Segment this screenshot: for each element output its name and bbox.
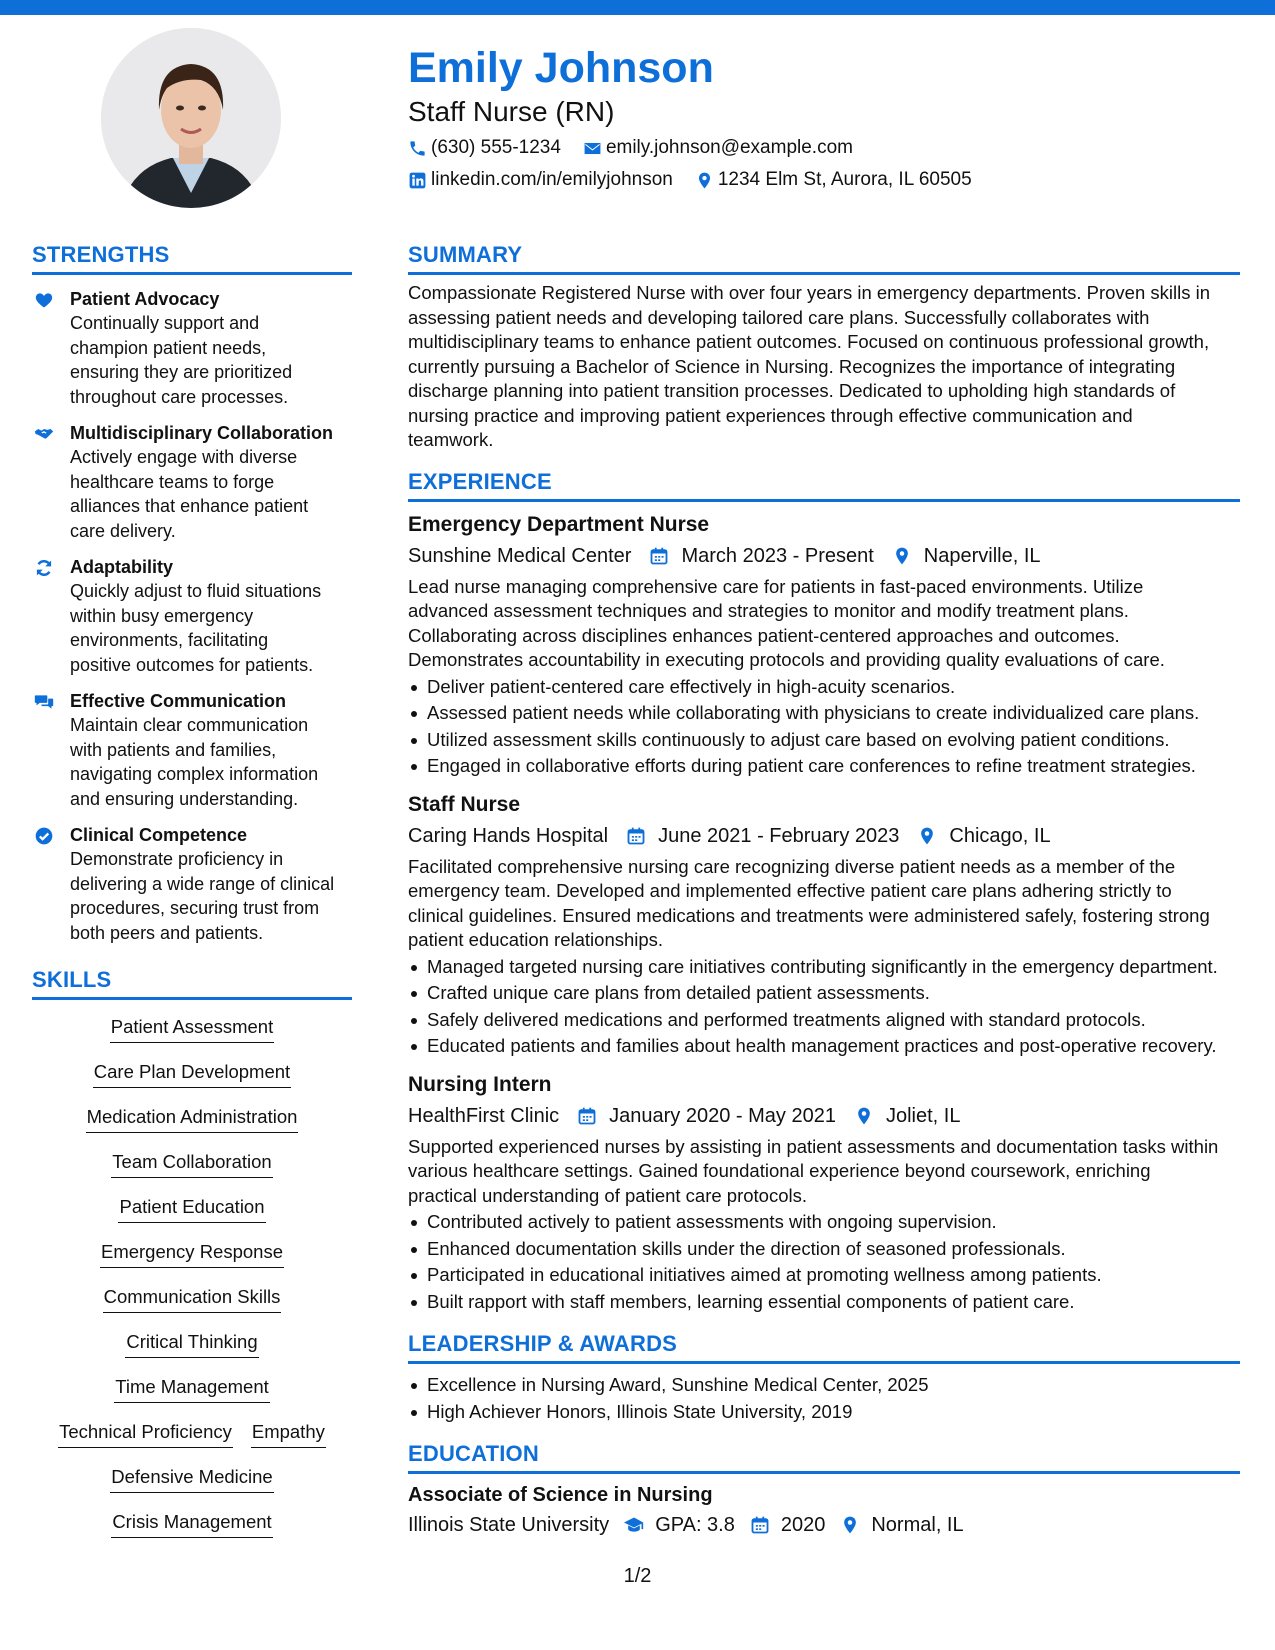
profile-photo [101, 28, 281, 208]
skills-list [32, 1014, 352, 1554]
list-item: Enhanced documentation skills under the direction of seasoned professionals. [408, 1236, 1240, 1263]
heart-icon [34, 290, 54, 310]
job-description: Facilitated comprehensive nursing care recognizing diverse patient needs as a member of the emergency team. Developed and implemented effective patient care plans adhering strictly to clinical guidelines. Ensured medications and treatments were administered safely, fostering strong patient education relationships. [408, 855, 1210, 950]
list-item: Built rapport with staff members, learning essential components of patient care. [408, 1289, 1240, 1316]
list-item: Utilized assessment skills continuously to adjust care based on evolving patient conditions. [408, 727, 1240, 754]
job-entry [408, 790, 1240, 1060]
job-title: Emergency Department Nurse [408, 512, 710, 536]
top-accent-bar [0, 0, 1275, 15]
skill-tag: Critical Thinking [125, 1329, 258, 1358]
job-meta [408, 1101, 1240, 1131]
list-item: Safely delivered medications and performed treatments aligned with standard protocols. [408, 1007, 1240, 1034]
skill-tag: Technical Proficiency [58, 1419, 233, 1448]
job-description: Lead nurse managing comprehensive care for patients in fast-paced environments. Utilize advanced assessment techniques and strategies to monitor and modify treatment plans. Collaborating across disciplines enhances patient-centered approaches and outcomes. Demonstrates accountability in executing protocols and providing quality evaluations of care. [408, 575, 1165, 670]
job-entry [408, 1070, 1240, 1316]
strength-title: Patient Advocacy [70, 289, 220, 309]
education-degree: Associate of Science in Nursing [408, 1484, 713, 1506]
job-meta [408, 821, 1240, 851]
phone-icon [408, 139, 427, 158]
contact-row-1 [408, 134, 1238, 162]
strength-item [32, 555, 352, 677]
job-entry [408, 510, 1240, 780]
contact-row-2 [408, 166, 1238, 194]
map-pin-icon [839, 1515, 861, 1535]
strength-desc: Continually support and champion patient needs, ensuring they are prioritized throughout care processes. [70, 313, 293, 407]
resume-header [408, 40, 1238, 194]
job-title: Staff Nurse [408, 792, 521, 816]
sync-icon [34, 558, 54, 578]
education-gpa: GPA: 3.8 [623, 1510, 735, 1540]
job-description: Supported experienced nurses by assisting in patient assessments and documentation tasks within various healthcare settings. Gained foundational experience beyond coursework, enriching practical understanding of patient care protocols. [408, 1135, 1219, 1206]
candidate-title: Staff Nurse (RN) [408, 96, 615, 127]
map-pin-icon [917, 826, 937, 846]
strength-item [32, 421, 352, 543]
contact-phone [408, 134, 561, 162]
map-pin-icon [695, 171, 714, 190]
check-circle-icon [34, 826, 54, 846]
address-text: 1234 Elm St, Aurora, IL 60505 [717, 169, 972, 190]
strength-item [32, 689, 352, 811]
contact-address [695, 166, 972, 194]
list-item: Excellence in Nursing Award, Sunshine Medical Center, 2025 [408, 1372, 1240, 1399]
education-heading: EDUCATION [408, 1439, 1240, 1474]
skills-heading: SKILLS [32, 965, 352, 1000]
map-pin-icon [892, 546, 912, 566]
strength-title: Clinical Competence [70, 825, 248, 845]
education-year: 2020 [749, 1510, 826, 1540]
list-item: Contributed actively to patient assessments with ongoing supervision. [408, 1209, 1240, 1236]
strength-desc: Maintain clear communication with patients and families, navigating complex information and ensuring understanding. [70, 715, 319, 809]
strength-desc: Quickly adjust to fluid situations within busy emergency environments, facilitating positive outcomes for patients. [70, 581, 322, 675]
job-meta [408, 541, 1240, 571]
chat-icon [34, 692, 54, 712]
education-location: Normal, IL [839, 1510, 963, 1540]
linkedin-icon [408, 171, 427, 190]
list-item: High Achiever Honors, Illinois State University, 2019 [408, 1399, 1240, 1426]
job-location: Naperville, IL [892, 541, 1041, 571]
skill-tag: Medication Administration [86, 1104, 299, 1133]
graduation-cap-icon [623, 1515, 645, 1535]
job-bullets [408, 954, 1240, 1060]
skill-tag: Defensive Medicine [110, 1464, 273, 1493]
job-dates: June 2021 - February 2023 [626, 821, 899, 851]
contact-linkedin[interactable] [408, 166, 673, 194]
skill-tag: Care Plan Development [93, 1059, 291, 1088]
skill-tag: Communication Skills [103, 1284, 282, 1313]
calendar-icon [626, 826, 646, 846]
skill-tag: Time Management [114, 1374, 270, 1403]
skill-tag: Crisis Management [111, 1509, 272, 1538]
education-meta [408, 1510, 1240, 1540]
linkedin-text: linkedin.com/in/emilyjohnson [431, 169, 673, 190]
list-item: Managed targeted nursing care initiatives contributing significantly in the emergency department. [408, 954, 1240, 981]
skill-tag: Empathy [251, 1419, 326, 1448]
job-location: Chicago, IL [917, 821, 1050, 851]
list-item: Assessed patient needs while collaborating with physicians to create individualized care plans. [408, 700, 1240, 727]
strengths-list [32, 287, 352, 945]
list-item: Participated in educational initiatives aimed at promoting wellness among patients. [408, 1262, 1240, 1289]
calendar-icon [649, 546, 669, 566]
job-employer: HealthFirst Clinic [408, 1104, 560, 1127]
portrait-image [101, 28, 281, 208]
experience-heading: EXPERIENCE [408, 467, 1240, 502]
job-title: Nursing Intern [408, 1072, 552, 1096]
job-bullets [408, 674, 1240, 780]
education-school: Illinois State University [408, 1514, 610, 1536]
job-employer: Caring Hands Hospital [408, 824, 609, 847]
right-column [408, 240, 1240, 1540]
strength-title: Adaptability [70, 557, 174, 577]
skill-tag: Patient Education [118, 1194, 265, 1223]
map-pin-icon [854, 1106, 874, 1126]
job-location: Joliet, IL [854, 1101, 960, 1131]
summary-text: Compassionate Registered Nurse with over four years in emergency departments. Proven skills in assessing patient needs and developing tailored care plans. Successfully collaborates with multidisciplinary teams to enhance patient outcomes. Focused on continuous professional growth, currently pursuing a Bachelor of Science in Nursing. Recognizes the importance of integrating discharge planning into patient transition processes. Dedicated to upholding high standards of nursing practice and improving patient experiences through effective communication and teamwork. [408, 282, 1211, 450]
strengths-heading: STRENGTHS [32, 240, 352, 275]
strength-item [32, 287, 352, 409]
contact-email[interactable] [583, 134, 853, 162]
skill-tag: Emergency Response [100, 1239, 284, 1268]
list-item: Crafted unique care plans from detailed patient assessments. [408, 980, 1240, 1007]
strength-title: Multidisciplinary Collaboration [70, 423, 334, 443]
email-text: emily.johnson@example.com [605, 137, 853, 158]
list-item: Educated patients and families about health management practices and post-operative recovery. [408, 1033, 1240, 1060]
skill-tag: Team Collaboration [111, 1149, 272, 1178]
strength-desc: Actively engage with diverse healthcare teams to forge alliances that enhance patient care delivery. [70, 447, 309, 541]
calendar-icon [749, 1515, 771, 1535]
candidate-name: Emily Johnson [408, 44, 714, 92]
strength-item [32, 823, 352, 945]
summary-heading: SUMMARY [408, 240, 1240, 275]
awards-heading: LEADERSHIP & AWARDS [408, 1329, 1240, 1364]
page-number: 1/2 [623, 1565, 652, 1587]
phone-text: (630) 555-1234 [431, 137, 561, 158]
calendar-icon [577, 1106, 597, 1126]
awards-list [408, 1372, 1240, 1425]
skill-tag: Patient Assessment [110, 1014, 274, 1043]
envelope-icon [583, 139, 602, 158]
job-bullets [408, 1209, 1240, 1315]
strength-desc: Demonstrate proficiency in delivering a wide range of clinical procedures, securing trust from both peers and patients. [70, 849, 335, 943]
left-column [32, 240, 352, 1554]
job-dates: January 2020 - May 2021 [577, 1101, 836, 1131]
job-dates: March 2023 - Present [649, 541, 873, 571]
list-item: Engaged in collaborative efforts during patient care conferences to refine treatment strategies. [408, 753, 1240, 780]
job-employer: Sunshine Medical Center [408, 544, 632, 567]
handshake-icon [34, 424, 54, 444]
strength-title: Effective Communication [70, 691, 287, 711]
list-item: Deliver patient-centered care effectively in high-acuity scenarios. [408, 674, 1240, 701]
